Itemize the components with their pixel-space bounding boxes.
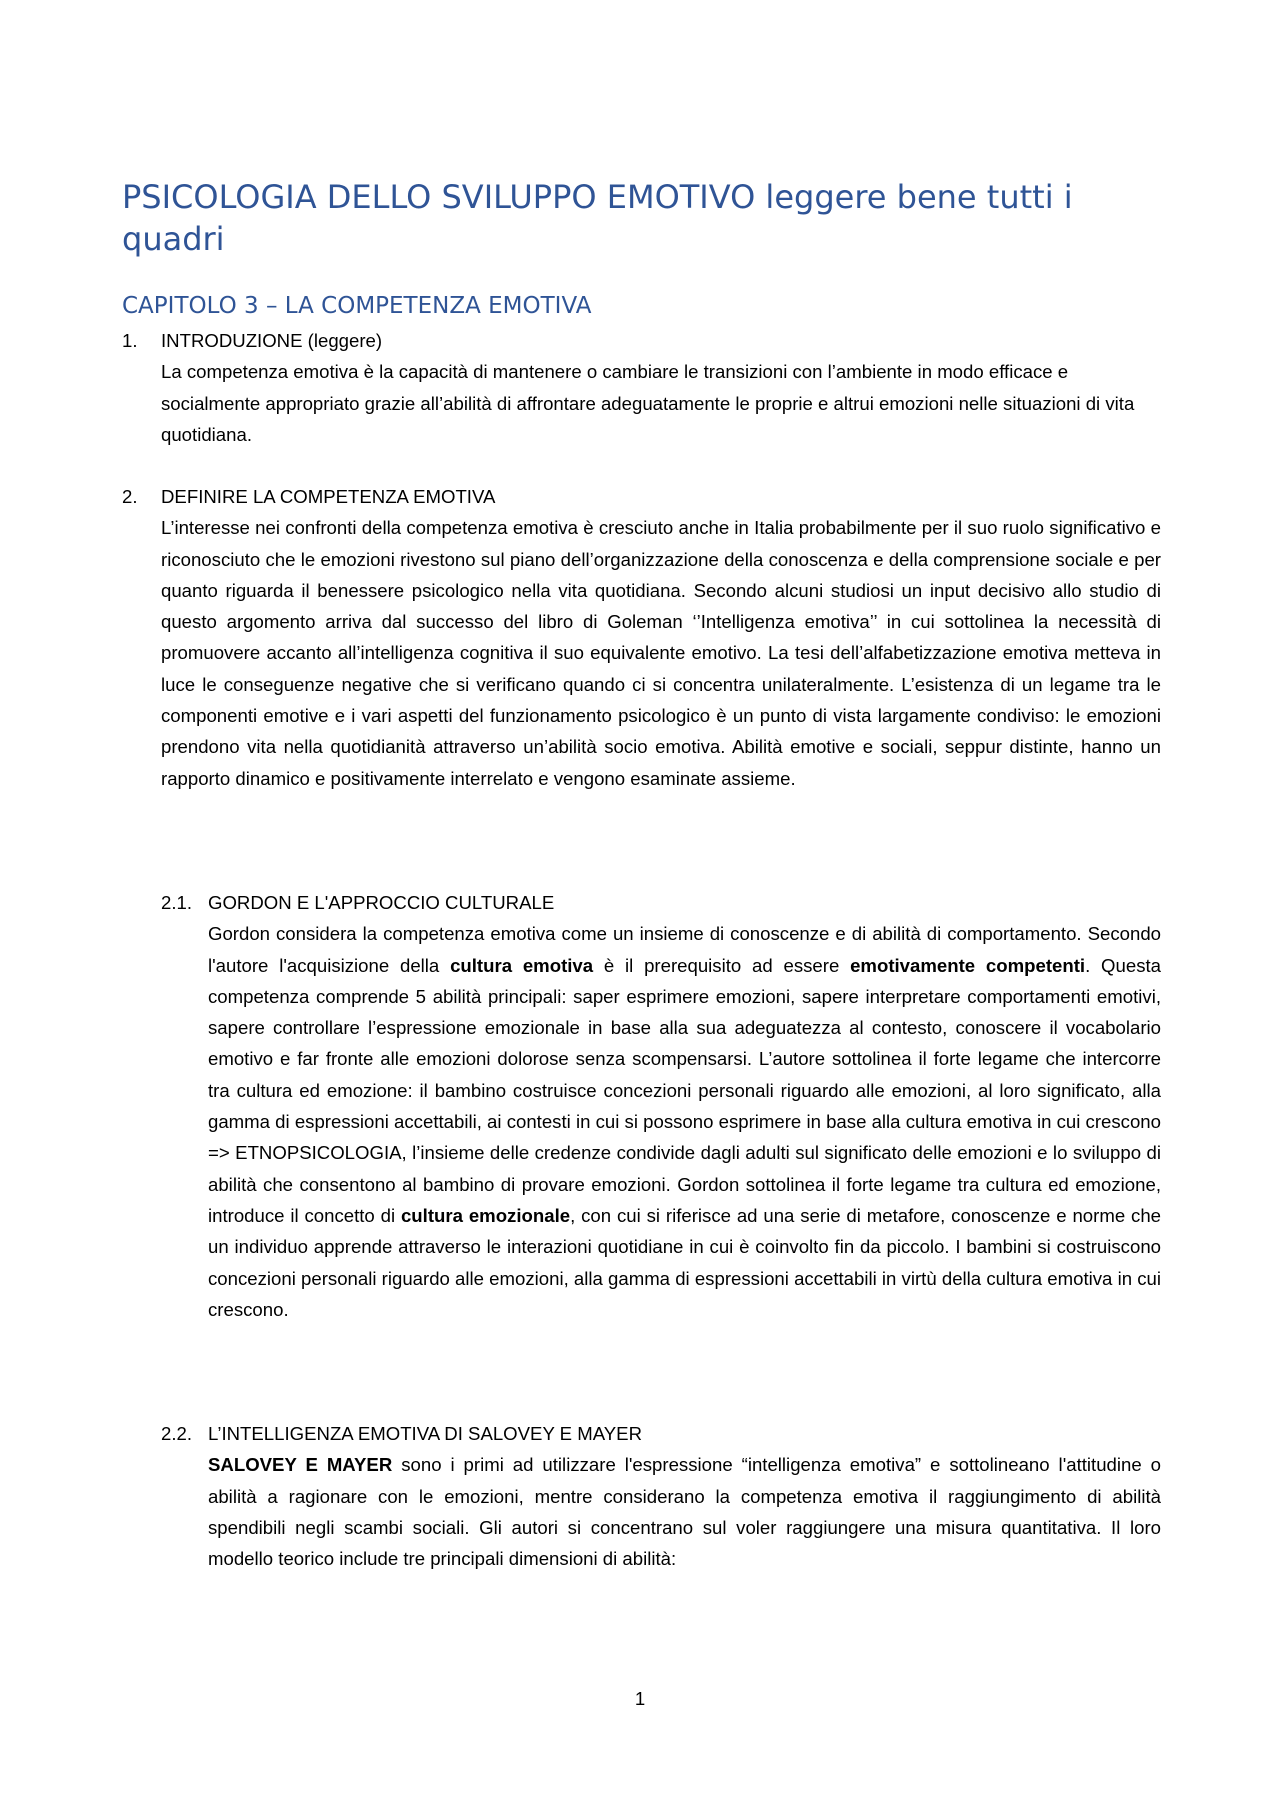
section-heading: INTRODUZIONE (leggere) (161, 330, 383, 351)
section-paragraph: Gordon considera la competenza emotiva come un insieme di conoscenze e di abilità di comportamento. Secondo l'autore l'acquisizione della cultura emotiva è il prerequisito ad essere emotivamente competenti. Questa competenza comprende 5 abilità principali: saper esprimere emozioni, sapere interpretare comportamenti emotivi, sapere controllare l’espressione emozionale in base alla sua adeguatezza al contesto, conoscere il vocabolario emotivo e far fronte alle emozioni dolorose senza scompensarsi. L’autore sottolinea il forte legame che intercorre tra cultura ed emozione: il bambino costruisce concezioni personali riguardo alle emozioni, al loro significato, alla gamma di espressioni accettabili, ai contesti in cui si possono esprimere in base alla cultura emotiva in cui crescono => ETNOPSICOLOGIA, l’insieme delle credenze condivide dagli adulti sul significato delle emozioni e lo sviluppo di abilità che consentono al bambino di provare emozioni. Gordon sottolinea il forte legame tra cultura ed emozione, introduce il concetto di cultura emozionale, con cui si riferisce ad una serie di metafore, conoscenze e norme che un individuo apprende attraverso le interazioni quotidiane in cui è coinvolto fin da piccolo. I bambini si costruiscono concezioni personali riguardo alle emozioni, alla gamma di espressioni accettabili in virtù della cultura emotiva in cui crescono. (208, 923, 1162, 1320)
section-number: 2.2. (161, 1423, 193, 1444)
section-heading: DEFINIRE LA COMPETENZA EMOTIVA (161, 486, 496, 507)
section-number: 1. (122, 330, 138, 351)
section-definire-competenza (122, 481, 1172, 794)
section-paragraph: La competenza emotiva è la capacità di mantenere o cambiare le transizioni con l’ambiente in modo efficace e socialmente appropriato grazie all’abilità di affrontare adeguatamente le proprie e altrui emozioni nelle situazioni di vita quotidiana. (161, 361, 1135, 445)
section-number: 2.1. (161, 892, 193, 913)
section-number: 2. (122, 486, 138, 507)
bold-term: cultura emozionale (400, 1204, 571, 1226)
section-gordon (161, 887, 1172, 1325)
section-heading: GORDON E L'APPROCCIO CULTURALE (208, 892, 555, 913)
section-introduzione (122, 325, 1172, 450)
bold-term: emotivamente competenti (850, 954, 1086, 976)
bold-term: cultura emotiva (450, 954, 594, 976)
bold-term: SALOVEY E MAYER (208, 1454, 393, 1476)
section-heading: L’INTELLIGENZA EMOTIVA DI SALOVEY E MAYER (208, 1423, 642, 1444)
document-title: PSICOLOGIA DELLO SVILUPPO EMOTIVO leggere bene tutti i quadri (122, 178, 1073, 258)
page-number: 1 (634, 1688, 646, 1709)
chapter-heading: CAPITOLO 3 – LA COMPETENZA EMOTIVA (122, 293, 592, 319)
section-salovey-mayer (161, 1418, 1172, 1574)
section-paragraph: L’interesse nei confronti della competenza emotiva è cresciuto anche in Italia probabilmente per il suo ruolo significativo e riconosciuto che le emozioni rivestono sul piano dell’organizzazione della conoscenza e della comprensione sociale e per quanto riguarda il benessere psicologico nella vita quotidiana. Secondo alcuni studiosi un input decisivo allo studio di questo argomento arriva dal successo del libro di Goleman ‘’Intelligenza emotiva’’ in cui sottolinea la necessità di promuovere accanto all’intelligenza cognitiva il suo equivalente emotivo. La tesi dell’alfabetizzazione emotiva metteva in luce le conseguenze negative che si verificano quando ci si concentra unilateralmente. L’esistenza di un legame tra le componenti emotive e i vari aspetti del funzionamento psicologico è un punto di vista largamente condiviso: le emozioni prendono vita nella quotidianità attraverso un’abilità socio emotiva. Abilità emotive e sociali, seppur distinte, hanno un rapporto dinamico e positivamente interrelato e vengono esaminate assieme. (161, 517, 1161, 789)
section-paragraph: SALOVEY E MAYER sono i primi ad utilizzare l'espressione “intelligenza emotiva” e sottolineano l'attitudine o abilità a ragionare con le emozioni, mentre considerano la competenza emotiva il raggiungimento di abilità spendibili negli scambi sociali. Gli autori si concentrano sul voler raggiungere una misura quantitativa. Il loro modello teorico include tre principali dimensioni di abilità: (208, 1454, 1161, 1570)
